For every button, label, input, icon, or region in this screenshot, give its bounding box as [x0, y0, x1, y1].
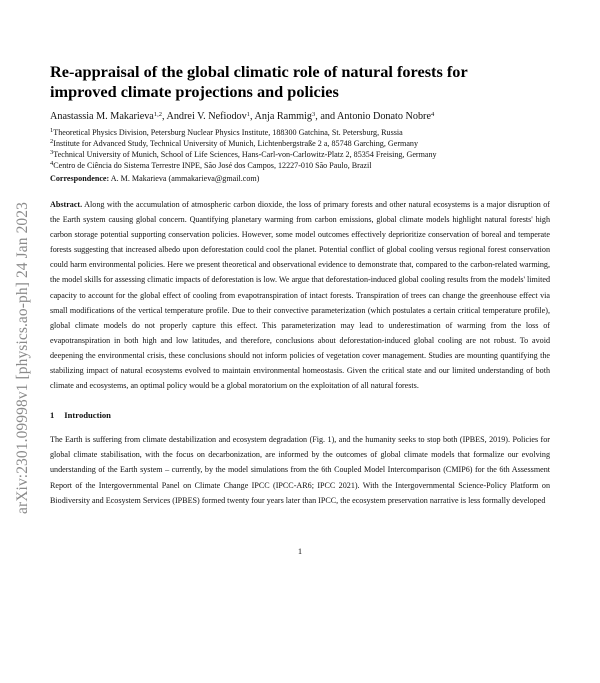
abstract-label: Abstract. — [50, 200, 83, 209]
paper-page — [50, 62, 550, 508]
section-title: Introduction — [64, 410, 111, 421]
page-number: 1 — [297, 546, 303, 556]
paper-title-line-1: Re-appraisal of the global climatic role of natural forests for — [50, 62, 468, 81]
author: Anastassia M. Makarieva$^{1,2}$ — [50, 111, 162, 122]
author: Antonio Donato Nobre$^4$ — [337, 111, 435, 122]
abstract — [50, 197, 550, 393]
correspondence-email: A. M. Makarieva (ammakarieva@gmail.com) — [110, 174, 260, 183]
affiliation: $^2$Institute for Advanced Study, Technical University of Munich, Lichtenbergstraße 2 a, 85748 Garching, Germany — [50, 138, 419, 148]
affiliation: $^4$Centro de Ciência do Sistema Terrestre INPE, São José dos Campos, 12227-010 São Paulo, Brazil — [50, 160, 372, 170]
section-heading — [50, 409, 550, 421]
author: Andrei V. Nefiodov$^1$ — [166, 111, 250, 122]
affiliation: $^3$Technical University of Munich, School of Life Sciences, Hans-Carl-von-Carlowitz-Platz 2, 85354 Freising, Germany — [50, 149, 437, 159]
paper-title-line-2: improved climate projections and policies — [50, 82, 339, 101]
author: Anja Rammig$^3$ — [254, 111, 316, 122]
author-list: Anastassia M. Makarieva$^{1,2}$, Andrei V. Nefiodov$^1$, Anja Rammig$^3$, and Antonio Donato Nobre$^4$ — [50, 111, 435, 122]
affiliation: $^1$Theoretical Physics Division, Petersburg Nuclear Physics Institute, 188300 Gatchina, St. Petersburg, Russia — [50, 127, 403, 137]
section-number: 1 — [50, 410, 55, 421]
abstract-text: Along with the accumulation of atmospheric carbon dioxide, the loss of primary forests and other natural ecosystems is a major disruption of the Earth system causing global concern. Quantifying planetary warming from carbon emissions, global climate models highlight natural forests' high carbon storage potential supporting conservation policies. However, some model outcomes effectively deprioritize conservation of boreal and temperate forests suggesting that increased albedo upon deforestation could cool the planet. Potential conflict of global cooling versus regional forest conservation could harm environmental policies. Here we present theoretical and observational evidence to demonstrate that, compared to the carbon-related warming, the model skills for assessing climatic impacts of deforestation is low. We argue that deforestation-induced global cooling results from the models' limited capacity to account for the global effect of cooling from evapotranspiration of intact forests. Transpiration of trees can change the greenhouse effect via small modifications of the vertical temperature profile. Due to their convective parameterization (which postulates a certain critical temperature profile), global climate models do not properly capture this effect. This parameterization may lead to underestimation of warming from the loss of evapotranspiration in both high and low latitudes, and therefore, conclusions about deforestation-induced global cooling are not robust. To avoid deepening the environmental crisis, these conclusions should not inform policies of vegetation cover management. Studies are mounting quantifying the stabilizing impact of natural ecosystems evolved to maintain environmental homeostasis. Given the critical state and our limited understanding of both climate and ecosystems, an optimal policy would be a global moratorium on the exploitation of all natural forests. — [50, 200, 550, 391]
correspondence-label: Correspondence: — [50, 174, 110, 183]
correspondence — [50, 173, 550, 184]
arxiv-identifier: arXiv:2301.09998v1 [physics.ao-ph] 24 Jan 2023 — [14, 202, 31, 514]
introduction-paragraph: The Earth is suffering from climate destabilization and ecosystem degradation (Fig. 1), and the humanity seeks to stop both (IPBES, 2019). Policies for global climate stabilisation, with the focus on decarbonization, are informed by the outcomes of global climate models that formalize our evolving understanding of the Earth system – currently, by the model simulations from the 6th Coupled Model Intercomparison (CMIP6) for the 6th Assessment Report of the Intergovernmental Panel on Climate Change IPCC (IPCC-AR6; IPCC 2021). With the Intergovernmental Science-Policy Platform on Biodiversity and Ecosystem Services (IPBES) formed twenty four years later than IPCC, the ecosystem preservation narrative is less formally developed — [50, 435, 550, 505]
paper-title — [50, 62, 550, 102]
